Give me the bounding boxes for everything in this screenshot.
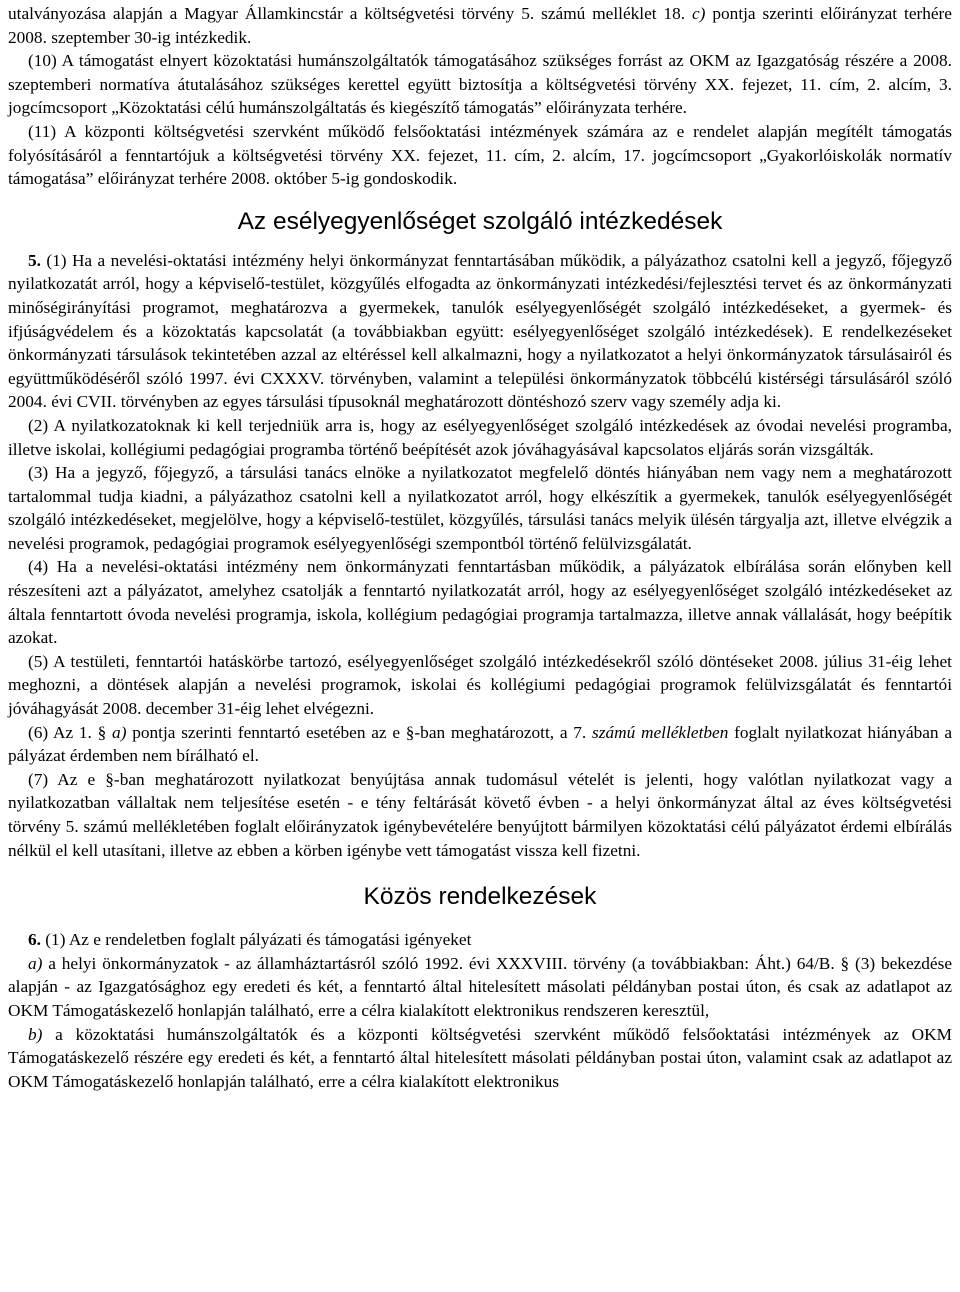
paragraph-5-6 (8, 721, 952, 768)
italic-reference: a) (28, 953, 43, 973)
paragraph-intro-continuation (8, 2, 952, 49)
section-number: 6. (28, 930, 41, 950)
italic-reference: c) (692, 4, 706, 23)
paragraph-text: (1) Az e rendeletben foglalt pályázati és támogatási igényeket (45, 930, 472, 950)
section-heading-common-provisions: Közös rendelkezések (363, 883, 597, 911)
italic-reference: b) (28, 1024, 43, 1044)
paragraph-text: (1) Ha a nevelési-oktatási intézmény helyi önkormányzat fenntartásában működik, a pályázathoz csatolni kell a jegyző, főjegyző nyilatkozatát arról, hogy a képviselő-testület, közgyűlés elfogadta az önkormányzati intézkedési/fejlesztési tervet és az önkormányzati minőségirányítási programot, meghatározva a gyermekek, tanulók esélyegyenlőségét szolgáló intézkedéseket, a gyermek- és ifjúságvédelem és a közoktatás kapcsolatát (a továbbiakban együtt: esélyegyenlőséget szolgáló intézkedések). E rendelkezéseket önkormányzati társulások tekintetében azzal az eltéréssel kell alkalmazni, hogy a nyilatkozatot a helyi önkormányzatok társulásairól és együttműködéséről szóló 1997. évi CXXXV. törvényben, valamint a települési önkormányzatok többcélú kistérségi társulásáról szóló 2004. évi CVII. törvényben az egyes társulási típusoknál meghatározott döntéshozó szerv vagy személy adja ki. (8, 250, 952, 412)
paragraph-text: a közoktatási humánszolgáltatók és a központi költségvetési szervként működő felsőoktatási intézmények az OKM Támogatáskezelő részére egy eredeti és két, a fenntartó által hitelesített másolati példányban postai úton, valamint csak az adatlapot az OKM Támogatáskezelő honlapján található, erre a célra kialakított elektronikus (8, 1024, 952, 1091)
italic-reference: számú mellékletben (592, 722, 729, 742)
paragraph-text: a helyi önkormányzatok - az államháztartásról szóló 1992. évi XXXVIII. törvény (a továbbiakban: Áht.) 64/B. § (3) bekezdése alapján - az Igazgatósághoz egy eredeti és két, a fenntartó által hitelesített másolati példányban postai úton, és csak az adatlapot az OKM Támogatáskezelő honlapján található, erre a célra kialakított elektronikus rendszeren keresztül, (8, 953, 952, 1020)
paragraph-6-1 (8, 928, 952, 952)
paragraph-text: (6) Az 1. § (28, 722, 107, 742)
paragraph-5-1 (8, 249, 952, 414)
paragraph-text: foglalt nyilatkozat hiányában a pályázat érdemben nem bírálható el. (8, 722, 953, 766)
paragraph-5-7: (7) Az e §-ban meghatározott nyilatkozat benyújtása annak tudomásul vételét is jelenti, hogy valótlan nyilatkozat vagy a nyilatkozatban vállaltak nem teljesítése esetén - e tény feltárását követő évben - a helyi önkormányzat által az éves költségvetési törvény 5. számú mellékletében foglalt előirányzatok igénybevételére benyújtott bármilyen közoktatási célú pályázatot érdemi elbírálás nélkül el kell utasítani, illetve az ebben a körben igénybe vett támogatást vissza kell fizetni. (8, 769, 952, 860)
paragraph-text: pontja szerinti fenntartó esetében az e §-ban meghatározott, a 7. (132, 722, 587, 742)
paragraph-10: (10) A támogatást elnyert közoktatási humánszolgáltatók támogatásához szükséges forrást az OKM az Igazgatóság részére a 2008. szeptemberi normatíva átutalásához szükséges kerettel együtt biztosítja a költségvetési törvény XX. fejezet, 11. cím, 2. alcím, 3. jogcímcsoport „Közoktatási célú humánszolgáltatás és kiegészítő támogatás” előirányzata terhére. (8, 51, 952, 118)
paragraph-5-3: (3) Ha a jegyző, főjegyző, a társulási tanács elnöke a nyilatkozatot megfelelő döntés hiányában nem vagy nem a meghatározott tartalommal tudja kiadni, a pályázathoz csatolni kell a nyilatkozatot arról, hogy elkészítik a gyermekek, tanulók esélyegyenlőségét szolgáló intézkedéseket, megjelölve, hogy a képviselő-testület, közgyűlés, társulási tanács melyik ülésén tárgyalja azt, illetve elvégzik a nevelési programok, pedagógiai programok esélyegyenlőségi szempontból történő felülvizsgálatát. (8, 463, 952, 553)
section-heading-equal-opportunity: Az esélyegyenlőséget szolgáló intézkedések (237, 207, 723, 235)
paragraph-6-1-a (8, 952, 952, 1023)
paragraph-5-4: (4) Ha a nevelési-oktatási intézmény nem önkormányzati fenntartásban működik, a pályázatok elbírálása során előnyben kell részesíteni azt a pályázatot, amelyhez csatolják a fenntartó nyilatkozatát arról, hogy az esélyegyenlőséget szolgáló intézkedéseket az általa fenntartott óvoda nevelési programja, iskola, kollégium pedagógiai programja tartalmazza, illetve annak vállalását, hogy beépítik azokat. (8, 557, 952, 648)
section-number: 5. (28, 250, 41, 270)
paragraph-text: utalványozása alapján a Magyar Államkincstár a költségvetési törvény 5. számú melléklet 18. (8, 4, 686, 23)
paragraph-text: pontja szerinti előirányzat terhére 2008. szeptember 30-ig intézkedik. (8, 4, 952, 47)
paragraph-11: (11) A központi költségvetési szervként működő felsőoktatási intézmények számára az e rendelet alapján megítélt támogatás folyósításáról a fenntartójuk a költségvetési törvény XX. fejezet, 11. cím, 2. alcím, 17. jogcímcsoport „Gyakorlóiskolák normatív támogatása” előirányzat terhére 2008. október 5-ig gondoskodik. (8, 121, 952, 189)
paragraph-6-1-b (8, 1023, 952, 1094)
italic-reference: a) (112, 722, 127, 742)
paragraph-5-2: (2) A nyilatkozatoknak ki kell terjedniük arra is, hogy az esélyegyenlőséget szolgáló intézkedések az óvodai nevelési programba, illetve iskolai, kollégiumi pedagógiai programba történő beépítését azok jóváhagyásával kapcsolatos eljárás során vizsgálták. (8, 415, 952, 459)
paragraph-5-5: (5) A testületi, fenntartói hatáskörbe tartozó, esélyegyenlőséget szolgáló intézkedésekről szóló döntéseket 2008. július 31-éig lehet meghozni, a döntések alapján a nevelési programok, iskolai és kollégiumi pedagógiai programok felülvizsgálatát és fenntartói jóváhagyását 2008. december 31-éig lehet elvégezni. (8, 651, 952, 719)
